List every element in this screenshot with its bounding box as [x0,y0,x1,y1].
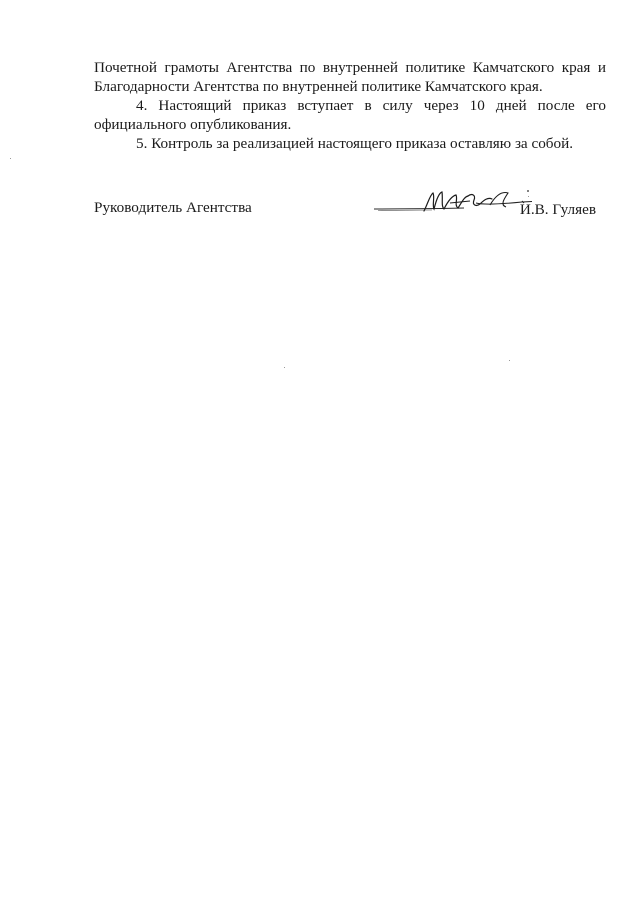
scan-speck [10,158,11,159]
paragraph-line: 4. Настоящий приказ вступает в силу через 10 дней после его [136,97,606,114]
scan-speck [284,367,285,368]
paragraph-line: Благодарности Агентства по внутренней политике Камчатского края. [94,78,543,95]
signatory-title: Руководитель Агентства [94,199,252,216]
scan-speck [528,196,529,197]
paragraph-item-5 [94,134,606,153]
paragraph-item-4 [94,96,606,134]
paragraph-line: 5. Контроль за реализацией настоящего приказа оставляю за собой. [136,135,574,152]
handwritten-signature [372,187,542,221]
signatory-name: И.В. Гуляев [519,201,596,218]
scan-speck [509,360,510,361]
document-body [94,58,606,153]
signature-block [94,199,606,227]
paragraph-line: официального опубликования. [94,116,292,133]
paragraph-line: Почетной грамоты Агентства по внутренней политике Камчатского края и [94,59,606,76]
paragraph-awards [94,58,606,96]
